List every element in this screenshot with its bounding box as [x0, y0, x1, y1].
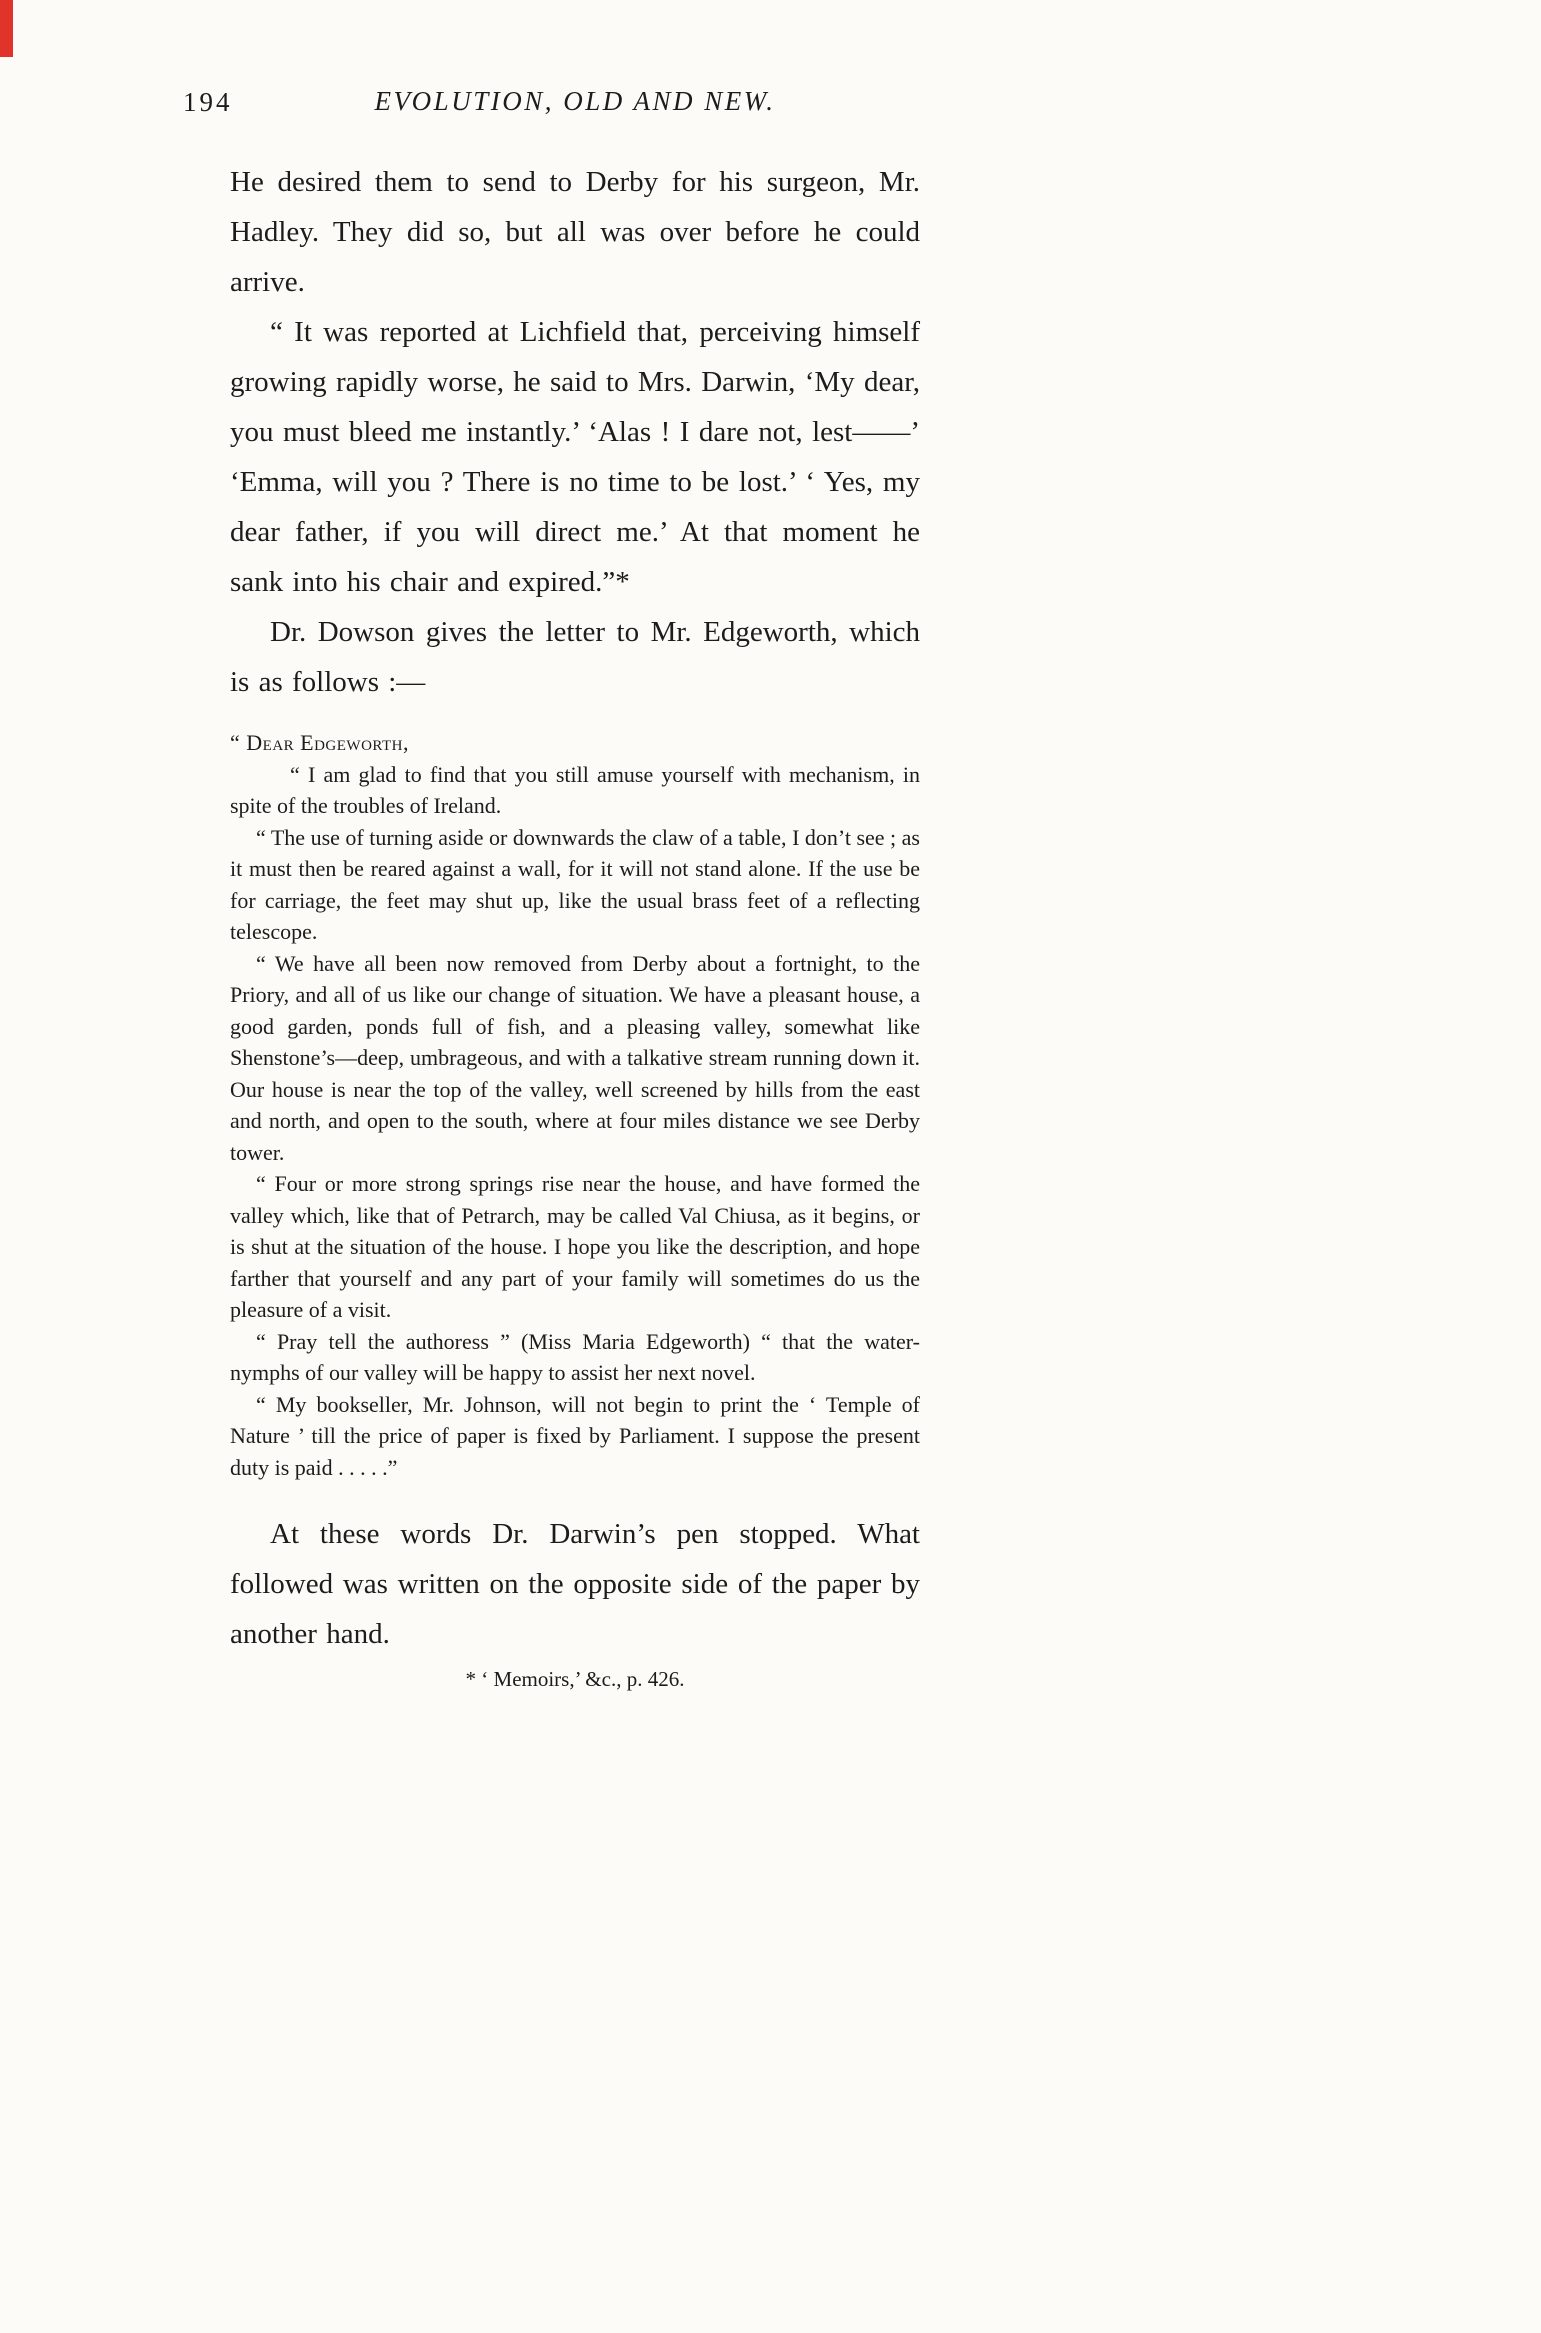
page-header — [183, 86, 920, 117]
paragraph: Dr. Dowson gives the letter to Mr. Edgeworth, which is as follows :— — [230, 616, 920, 698]
paragraph: He desired them to send to Derby for his surgeon, Mr. Hadley. They did so, but all was over before he could arrive. — [230, 166, 920, 298]
letter-paragraph: “ We have all been now removed from Derby about a fortnight, to the Priory, and all of us like our change of situation. We have a pleasant house, a good garden, ponds full of fish, and a pleasing valley, somewhat like Shenstone’s—deep, umbrageous, and with a talkative stream running down it. Our house is near the top of the valley, well screened by hills from the east and north, and open to the south, where at four miles distance we see Derby tower. — [230, 950, 920, 1165]
paragraph: “ It was reported at Lichfield that, perceiving himself growing rapidly worse, he said to Mrs. Darwin, ‘My dear, you must bleed me instantly.’ ‘Alas ! I dare not, lest——’ ‘Emma, will you ? There is no time to be lost.’ ‘ Yes, my dear father, if you will direct me.’ At that moment he sank into his chair and expired.”* — [230, 316, 920, 598]
page-number: 194 — [183, 87, 233, 117]
letter-paragraph: “ My bookseller, Mr. Johnson, will not begin to print the ‘ Temple of Nature ’ till the price of paper is fixed by Parliament. I suppose the present duty is paid . . . . .” — [230, 1391, 920, 1480]
letter-salutation: “ Dear Edgeworth, — [230, 730, 410, 755]
closing-paragraph: At these words Dr. Darwin’s pen stopped. What followed was written on the opposite side of the paper by another hand. — [230, 1518, 920, 1650]
letter-paragraph: “ The use of turning aside or downwards the claw of a table, I don’t see ; as it must then be reared against a wall, for it will not stand alone. If the use be for carriage, the feet may shut up, like the usual brass feet of a reflecting telescope. — [230, 824, 920, 944]
text-block — [183, 86, 920, 1692]
running-title: EVOLUTION, OLD AND NEW. — [374, 86, 776, 116]
letter-paragraph: “ Pray tell the authoress ” (Miss Maria Edgeworth) “ that the water-nymphs of our valley will be happy to assist her next novel. — [230, 1328, 920, 1385]
red-scan-mark — [0, 0, 13, 57]
letter-paragraph: “ Four or more strong springs rise near the house, and have formed the valley which, like that of Petrarch, may be called Val Chiusa, as it begins, or is shut at the situation of the house. I hope you like the description, and hope farther that yourself and any part of your family will sometimes do us the pleasure of a visit. — [230, 1171, 920, 1322]
quoted-letter — [230, 727, 920, 1483]
footnote: * ‘ Memoirs,’ &c., p. 426. — [465, 1667, 685, 1691]
letter-paragraph: “ I am glad to find that you still amuse yourself with mechanism, in spite of the troubles of Ireland. — [230, 761, 920, 818]
